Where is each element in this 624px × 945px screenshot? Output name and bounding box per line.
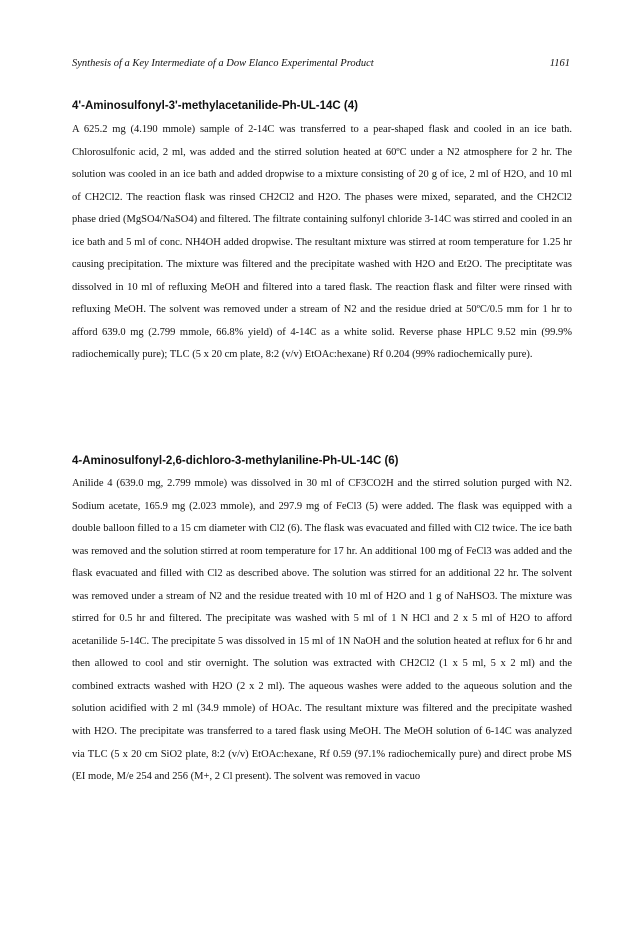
section-heading: 4-Aminosulfonyl-2,6-dichloro-3-methylaniline-Ph-UL-14C (6) bbox=[72, 455, 399, 467]
running-head-title: Synthesis of a Key Intermediate of a Dow Elanco Experimental Product bbox=[72, 58, 374, 69]
running-head bbox=[72, 58, 570, 69]
section-heading: 4'-Aminosulfonyl-3'-methylacetanilide-Ph-UL-14C (4) bbox=[72, 100, 358, 112]
section-paragraph: Anilide 4 (639.0 mg, 2.799 mmole) was dissolved in 30 ml of CF3CO2H and the stirred solution purged with N2. Sodium acetate, 165.9 mg (2.023 mmole), and 297.9 mg of FeCl3 (5) were added. The flask was equipped with a double balloon filled to a 15 cm diameter with Cl2 (6). The flask was evacuated and filled with Cl2 twice. The ice bath was removed and the solution stirred at room temperature for 17 hr. An additional 100 mg of FeCl3 was added and the flask evacuated and filled with Cl2 as described above. The solution was stirred for an additional 22 hr. The solvent was removed under a stream of N2 and the residue treated with 10 ml of H2O and 1 g of NaHSO3. The mixture was stirred for 0.5 hr and filtered. The precipitate was washed with 5 ml of 1 N HCl and 2 x 5 ml of H2O to afford acetanilide 5-14C. The precipitate 5 was dissolved in 15 ml of 1N NaOH and the solution heated at reflux for 6 hr and then allowed to cool and stir overnight. The solution was extracted with CH2Cl2 (1 x 5 ml, 5 x 2 ml) and the combined extracts washed with H2O (2 x 2 ml). The aqueous washes were added to the aqueous solution and the solution acidified with 2 ml (34.9 mmole) of HOAc. The resultant mixture was filtered and the precipitate washed with H2O. The precipitate was transferred to a tared flask using MeOH. The MeOH solution of 6-14C was analyzed via TLC (5 x 20 cm SiO2 plate, 8:2 (v/v) EtOAc:hexane, Rf 0.59 (97.1% radiochemically pure) and direct probe MS (EI mode, M/e 254 and 256 (M+, 2 Cl present). The solvent was removed in vacuo bbox=[72, 478, 572, 783]
page-number: 1161 bbox=[549, 58, 570, 69]
procedure-section-2 bbox=[72, 455, 572, 789]
section-paragraph: A 625.2 mg (4.190 mmole) sample of 2-14C was transferred to a pear-shaped flask and cooled in an ice bath. Chlorosulfonic acid, 2 ml, was added and the stirred solution heated at 60ºC under a N2 atmosphere for 2 hr. The solution was cooled in an ice bath and added dropwise to a mixture consisting of 20 g of ice, 2 ml of H2O, and 10 ml of CH2Cl2. The reaction flask was rinsed CH2Cl2 and H2O. The phases were mixed, separated, and the CH2Cl2 phase dried (MgSO4/NaSO4) and filtered. The filtrate containing sulfonyl chloride 3-14C was stirred and cooled in an ice bath and 5 ml of conc. NH4OH added dropwise. The resultant mixture was stirred at room temperature for 1.25 hr causing precipitation. The mixture was filtered and the precipitate washed with H2O and Et2O. The preciptitate was dissolved in 10 ml of refluxing MeOH and filtered into a tared flask. The reaction flask and filter were rinsed with refluxing MeOH. The solvent was removed under a stream of N2 and the residue dried at 50ºC/0.5 mm for 1 hr to afford 639.0 mg (2.799 mmole, 66.8% yield) of 4-14C as a white solid. Reverse phase HPLC 9.52 min (99.9% radiochemically pure); TLC (5 x 20 cm plate, 8:2 (v/v) EtOAc:hexane) Rf 0.204 (99% radiochemically pure). bbox=[72, 124, 572, 361]
procedure-section-1 bbox=[72, 100, 572, 367]
